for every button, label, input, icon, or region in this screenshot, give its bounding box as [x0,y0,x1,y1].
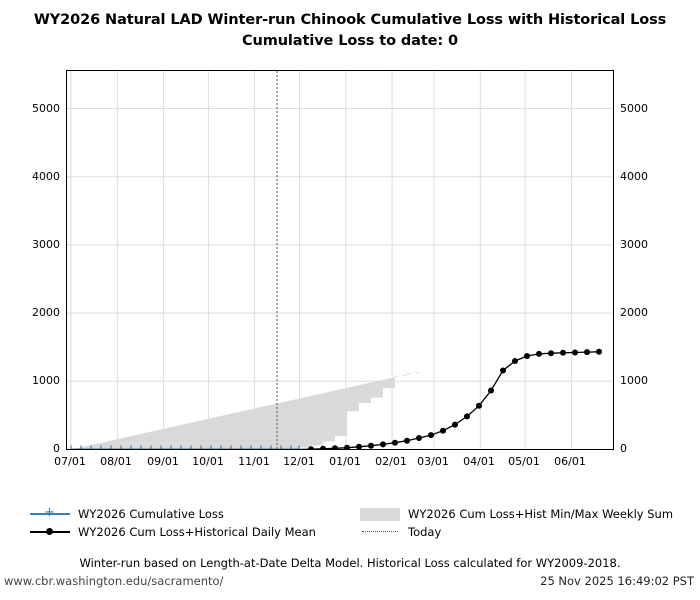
y-tick-left-2000: 2000 [32,306,60,319]
title-line-1: WY2026 Natural LAD Winter-run Chinook Cumulative Loss with Historical Loss [33,12,667,28]
footer-timestamp: 25 Nov 2025 16:49:02 PST [540,574,694,588]
footer-site-url[interactable]: www.cbr.washington.edu/sacramento/ [4,574,224,588]
legend-dotted-line-icon [360,525,400,539]
x-tick-1201: 12/01 [283,455,315,468]
gridlines-horizontal [67,109,613,382]
y-tick-right-2000: 2000 [620,306,648,319]
x-tick-0601: 06/01 [554,455,586,468]
x-tick-1101: 11/01 [238,455,270,468]
x-tick-0401: 04/01 [463,455,495,468]
legend-item-today[interactable] [360,523,441,541]
y-tick-right-1000: 1000 [620,374,648,387]
legend-label-cumulative-loss: WY2026 Cumulative Loss [78,507,224,521]
y-tick-left-0: 0 [53,442,60,455]
x-tick-0901: 09/01 [147,455,179,468]
page-title [0,10,700,52]
chart-svg [67,71,613,449]
y-tick-right-0: 0 [620,442,627,455]
y-tick-left-4000: 4000 [32,170,60,183]
legend-line-plus-icon [30,507,70,521]
y-tick-right-4000: 4000 [620,170,648,183]
x-tick-0801: 08/01 [100,455,132,468]
plot-area [66,70,614,450]
x-tick-0301: 03/01 [417,455,449,468]
legend-label-minmax-band: WY2026 Cum Loss+Hist Min/Max Weekly Sum [408,507,674,521]
chart-legend [30,505,680,547]
legend-band-swatch-icon [360,508,400,521]
title-line-2: Cumulative Loss to date: 0 [241,33,459,49]
x-tick-0201: 02/01 [375,455,407,468]
y-tick-right-3000: 3000 [620,238,648,251]
x-tick-0101: 01/01 [329,455,361,468]
y-tick-right-5000: 5000 [620,102,648,115]
legend-label-historical-daily-mean: WY2026 Cum Loss+Historical Daily Mean [78,525,316,539]
x-tick-0501: 05/01 [508,455,540,468]
x-tick-1001: 10/01 [192,455,224,468]
y-tick-left-1000: 1000 [32,374,60,387]
y-tick-left-3000: 3000 [32,238,60,251]
legend-item-cumulative-loss[interactable] [30,505,224,523]
gridlines-vertical [71,71,571,449]
legend-item-minmax-band[interactable] [360,505,673,523]
historical-minmax-band [71,372,419,449]
x-tick-0701: 07/01 [54,455,86,468]
y-tick-left-5000: 5000 [32,102,60,115]
legend-line-dot-icon [30,525,70,539]
legend-item-historical-daily-mean[interactable] [30,523,316,541]
legend-label-today: Today [408,525,442,539]
footer-note: Winter-run based on Length-at-Date Delta Model. Historical Loss calculated for WY2009-2018. [79,556,621,570]
